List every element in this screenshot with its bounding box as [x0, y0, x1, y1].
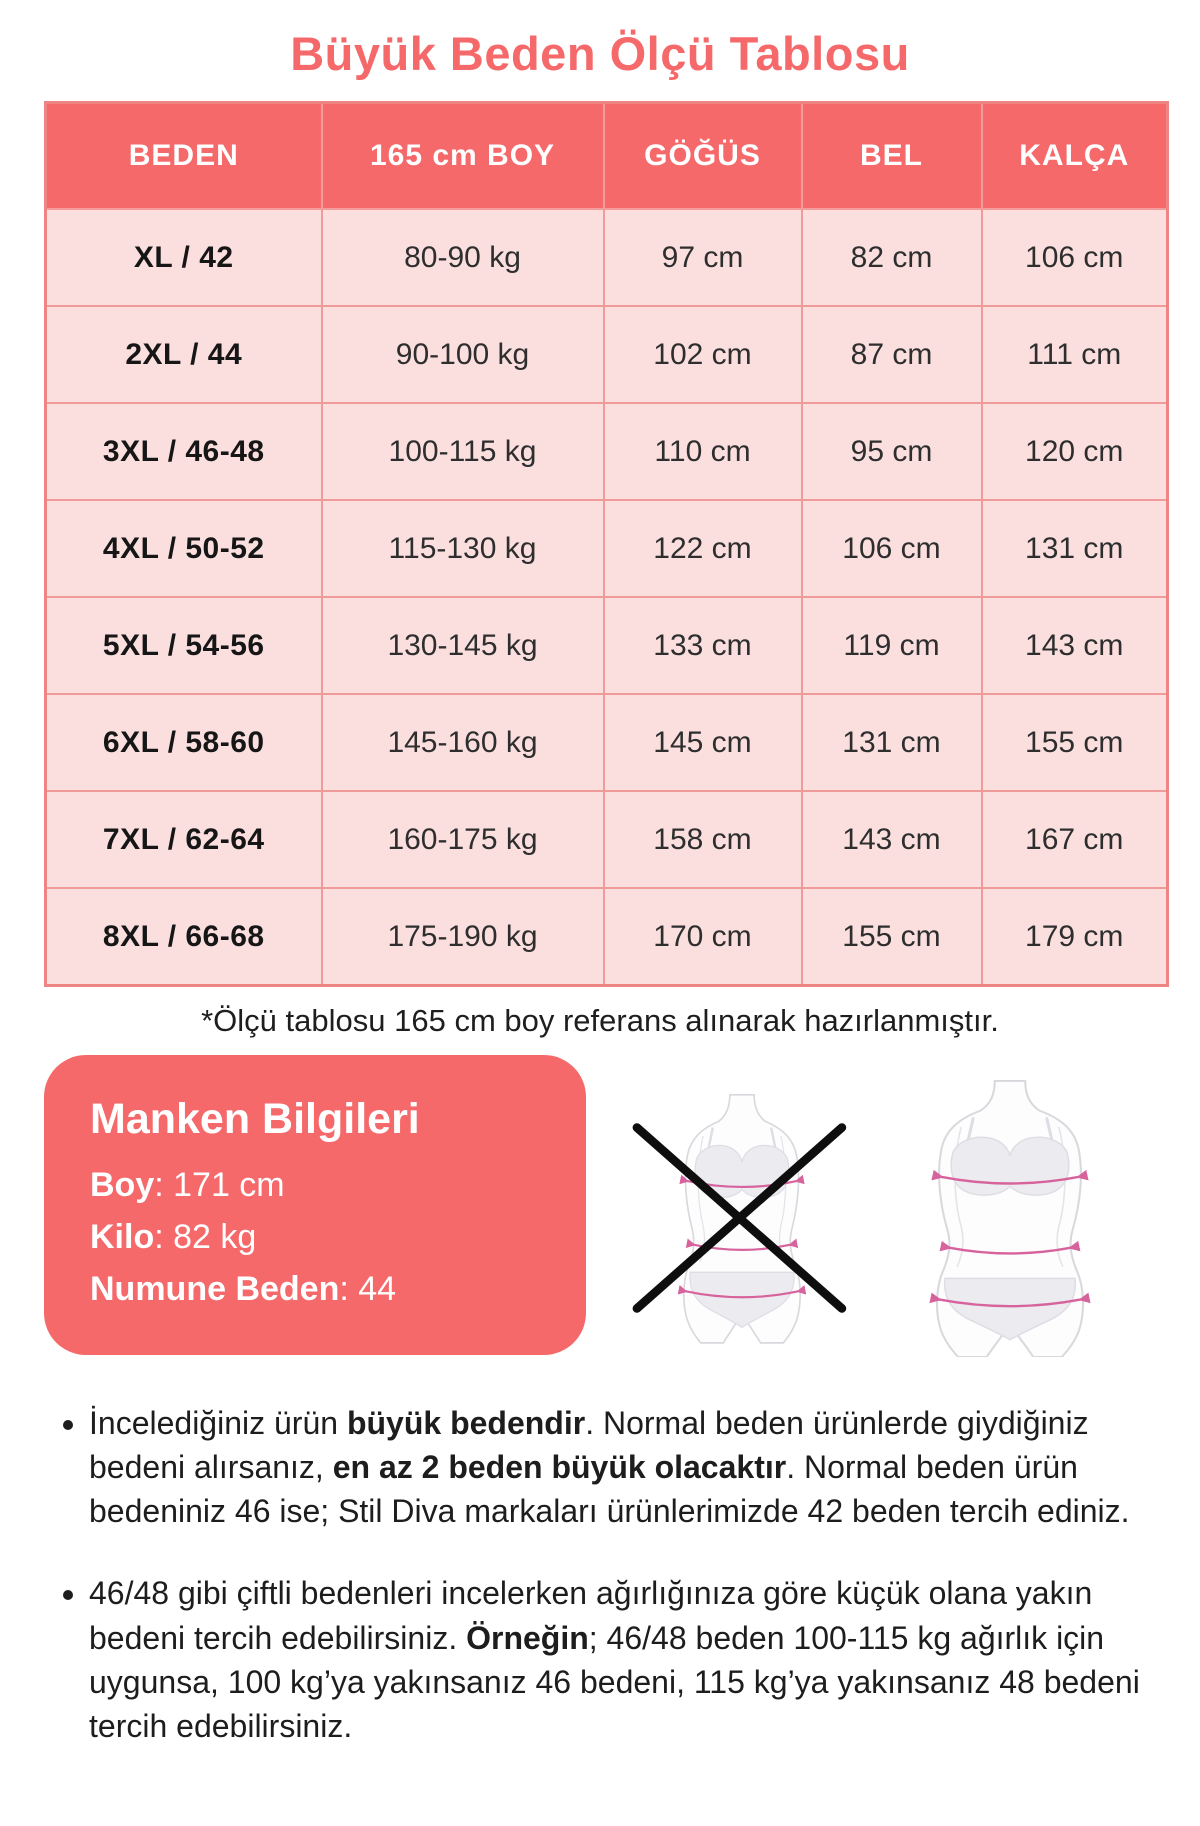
table-row	[46, 888, 1168, 986]
value-cell: 119 cm	[802, 597, 982, 694]
table-row	[46, 500, 1168, 597]
model-info-line	[90, 1218, 562, 1257]
value-cell: 111 cm	[982, 306, 1168, 403]
page-title: Büyük Beden Ölçü Tablosu	[290, 27, 910, 80]
model-value: : 82 kg	[154, 1218, 257, 1256]
model-info-card	[44, 1055, 586, 1355]
value-cell: 145-160 kg	[322, 694, 604, 791]
model-label: Numune Beden	[90, 1270, 340, 1308]
model-value: : 44	[339, 1270, 397, 1308]
size-table	[44, 101, 1169, 987]
size-cell: 2XL / 44	[46, 306, 322, 403]
size-cell: XL / 42	[46, 209, 322, 306]
value-cell: 110 cm	[604, 403, 802, 500]
header-cell-gogus: GÖĞÜS	[604, 103, 802, 210]
size-cell: 4XL / 50-52	[46, 500, 322, 597]
value-cell: 167 cm	[982, 791, 1168, 888]
size-cell: 6XL / 58-60	[46, 694, 322, 791]
value-cell: 170 cm	[604, 888, 802, 986]
value-cell: 130-145 kg	[322, 597, 604, 694]
size-cell: 8XL / 66-68	[46, 888, 322, 986]
value-cell: 175-190 kg	[322, 888, 604, 986]
value-cell: 102 cm	[604, 306, 802, 403]
plus-size-figure-icon	[904, 1079, 1116, 1357]
model-info-section	[44, 1053, 1160, 1357]
value-cell: 133 cm	[604, 597, 802, 694]
model-value: : 171 cm	[154, 1166, 285, 1204]
table-row	[46, 403, 1168, 500]
table-header-row	[46, 103, 1168, 210]
model-label: Kilo	[90, 1218, 155, 1256]
bullet-list	[55, 1401, 1150, 1748]
value-cell: 82 cm	[802, 209, 982, 306]
value-cell: 122 cm	[604, 500, 802, 597]
figure-illustrations	[586, 1053, 1160, 1357]
table-row	[46, 791, 1168, 888]
header-cell-boy: 165 cm BOY	[322, 103, 604, 210]
value-cell: 115-130 kg	[322, 500, 604, 597]
value-cell: 87 cm	[802, 306, 982, 403]
value-cell: 131 cm	[802, 694, 982, 791]
crossed-out-slim-figure-icon	[630, 1079, 854, 1357]
bullet-segment: en az 2 beden büyük olacaktır	[332, 1449, 787, 1486]
value-cell: 143 cm	[982, 597, 1168, 694]
header-cell-kalca: KALÇA	[982, 103, 1168, 210]
value-cell: 106 cm	[982, 209, 1168, 306]
value-cell: 97 cm	[604, 209, 802, 306]
bullet-segment: 46/48 gibi çiftli bedenleri incelerken ağırlığınıza göre küçük olana yakın bedeni tercih edebilirsiniz.	[89, 1575, 1093, 1656]
table-row	[46, 306, 1168, 403]
table-row	[46, 209, 1168, 306]
value-cell: 90-100 kg	[322, 306, 604, 403]
value-cell: 155 cm	[802, 888, 982, 986]
model-info-line	[90, 1270, 562, 1309]
value-cell: 100-115 kg	[322, 403, 604, 500]
page-root	[0, 26, 1200, 1826]
model-info-line	[90, 1166, 562, 1205]
bullet-segment: . Normal beden ürün bedeniniz 46 ise; Stil Diva markaları ürünlerimizde 42 beden tercih ediniz.	[89, 1449, 1130, 1530]
value-cell: 131 cm	[982, 500, 1168, 597]
bullet-segment: İncelediğiniz ürün	[89, 1405, 347, 1441]
bullet-segment: . Normal beden ürünlerde giydiğiniz bedeni alırsanız,	[89, 1405, 1089, 1486]
bullet-item	[89, 1401, 1150, 1533]
model-label: Boy	[90, 1166, 155, 1204]
footnote: *Ölçü tablosu 165 cm boy referans alınarak hazırlanmıştır.	[201, 1003, 999, 1038]
value-cell: 120 cm	[982, 403, 1168, 500]
value-cell: 80-90 kg	[322, 209, 604, 306]
model-info-title: Manken Bilgileri	[90, 1095, 420, 1143]
value-cell: 145 cm	[604, 694, 802, 791]
header-cell-bel: BEL	[802, 103, 982, 210]
value-cell: 155 cm	[982, 694, 1168, 791]
table-row	[46, 597, 1168, 694]
table-row	[46, 694, 1168, 791]
value-cell: 95 cm	[802, 403, 982, 500]
size-cell: 5XL / 54-56	[46, 597, 322, 694]
value-cell: 179 cm	[982, 888, 1168, 986]
value-cell: 158 cm	[604, 791, 802, 888]
size-cell: 3XL / 46-48	[46, 403, 322, 500]
bullet-segment: büyük bedendir	[346, 1405, 586, 1441]
size-cell: 7XL / 62-64	[46, 791, 322, 888]
bullet-item	[89, 1571, 1150, 1748]
bullet-segment: ; 46/48 beden 100-115 kg ağırlık için uygunsa, 100 kg’ya yakınsanız 46 bedeni, 115 kg’ya yakınsanız 48 bedeni tercih edebilirsiniz.	[89, 1619, 1140, 1744]
value-cell: 106 cm	[802, 500, 982, 597]
value-cell: 160-175 kg	[322, 791, 604, 888]
bullet-segment: Örneğin	[466, 1619, 589, 1656]
value-cell: 143 cm	[802, 791, 982, 888]
header-cell-beden: BEDEN	[46, 103, 322, 210]
